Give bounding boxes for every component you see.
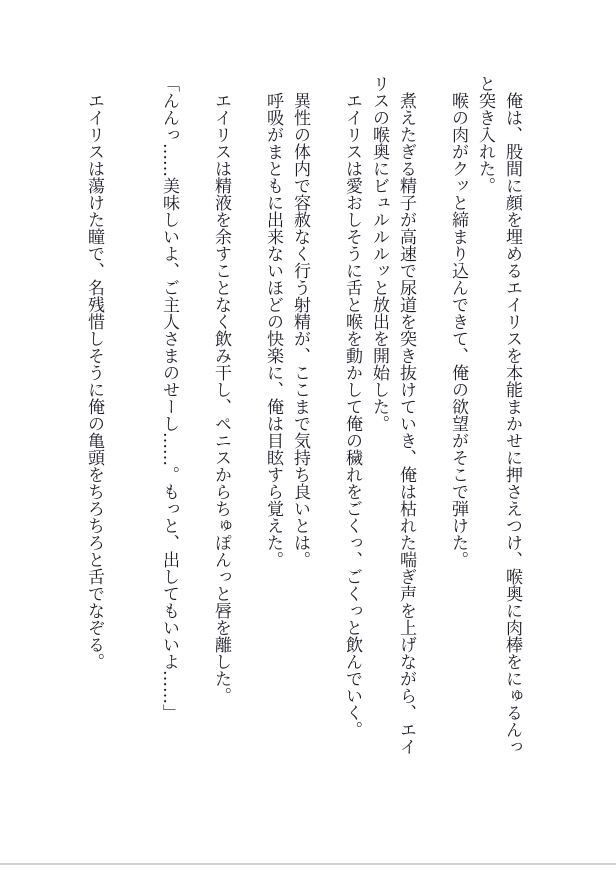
paragraph: 俺は、股間に顔を埋めるエイリスを本能まかせに押さえつけ、喉奥に肉棒をにゅるんっと突き入れた。 bbox=[475, 75, 522, 755]
paragraph: エイリスは精液を余すことなく飲み干し、ペニスからちゅぽんっと唇を離した。 bbox=[211, 92, 231, 704]
paragraph-group bbox=[259, 75, 313, 763]
paragraph: 煮えたぎる精子が高速で尿道を突き抜けていき、俺は枯れた喘ぎ声を上げながら、エイリスの喉奥にビュルルルッと放出を開始した。 bbox=[369, 75, 416, 755]
paragraph-group bbox=[444, 75, 525, 763]
paragraph-group bbox=[338, 75, 419, 763]
page-bottom-divider bbox=[0, 863, 616, 865]
paragraph: 異性の体内で容赦なく行う射精が、ここまで気持ち良いとは。 bbox=[290, 92, 310, 568]
paragraph: 呼吸がまともに出来ないほどの快楽に、俺は目眩すら覚えた。 bbox=[263, 92, 283, 568]
paragraph: エイリスは蕩けた瞳で、名残惜しそうに俺の亀頭をちろちろと舌でなぞる。 bbox=[84, 92, 104, 670]
paragraph-group bbox=[155, 75, 182, 763]
paragraph: 喉の肉がクッと締まり込んできて、俺の欲望がそこで弾けた。 bbox=[448, 92, 468, 568]
novel-text-area bbox=[80, 75, 525, 763]
paragraph: エイリスは愛おしそうに舌と喉を動かして俺の穢れをごくっ、ごくっと飲んでいく。 bbox=[342, 92, 362, 738]
paragraph-group bbox=[207, 75, 234, 763]
paragraph-group bbox=[80, 75, 107, 763]
dialogue-paragraph: 「んんっ……美味しいよ、ご主人さまのせーし……。もっと、出してもいいよ……」 bbox=[159, 75, 179, 721]
